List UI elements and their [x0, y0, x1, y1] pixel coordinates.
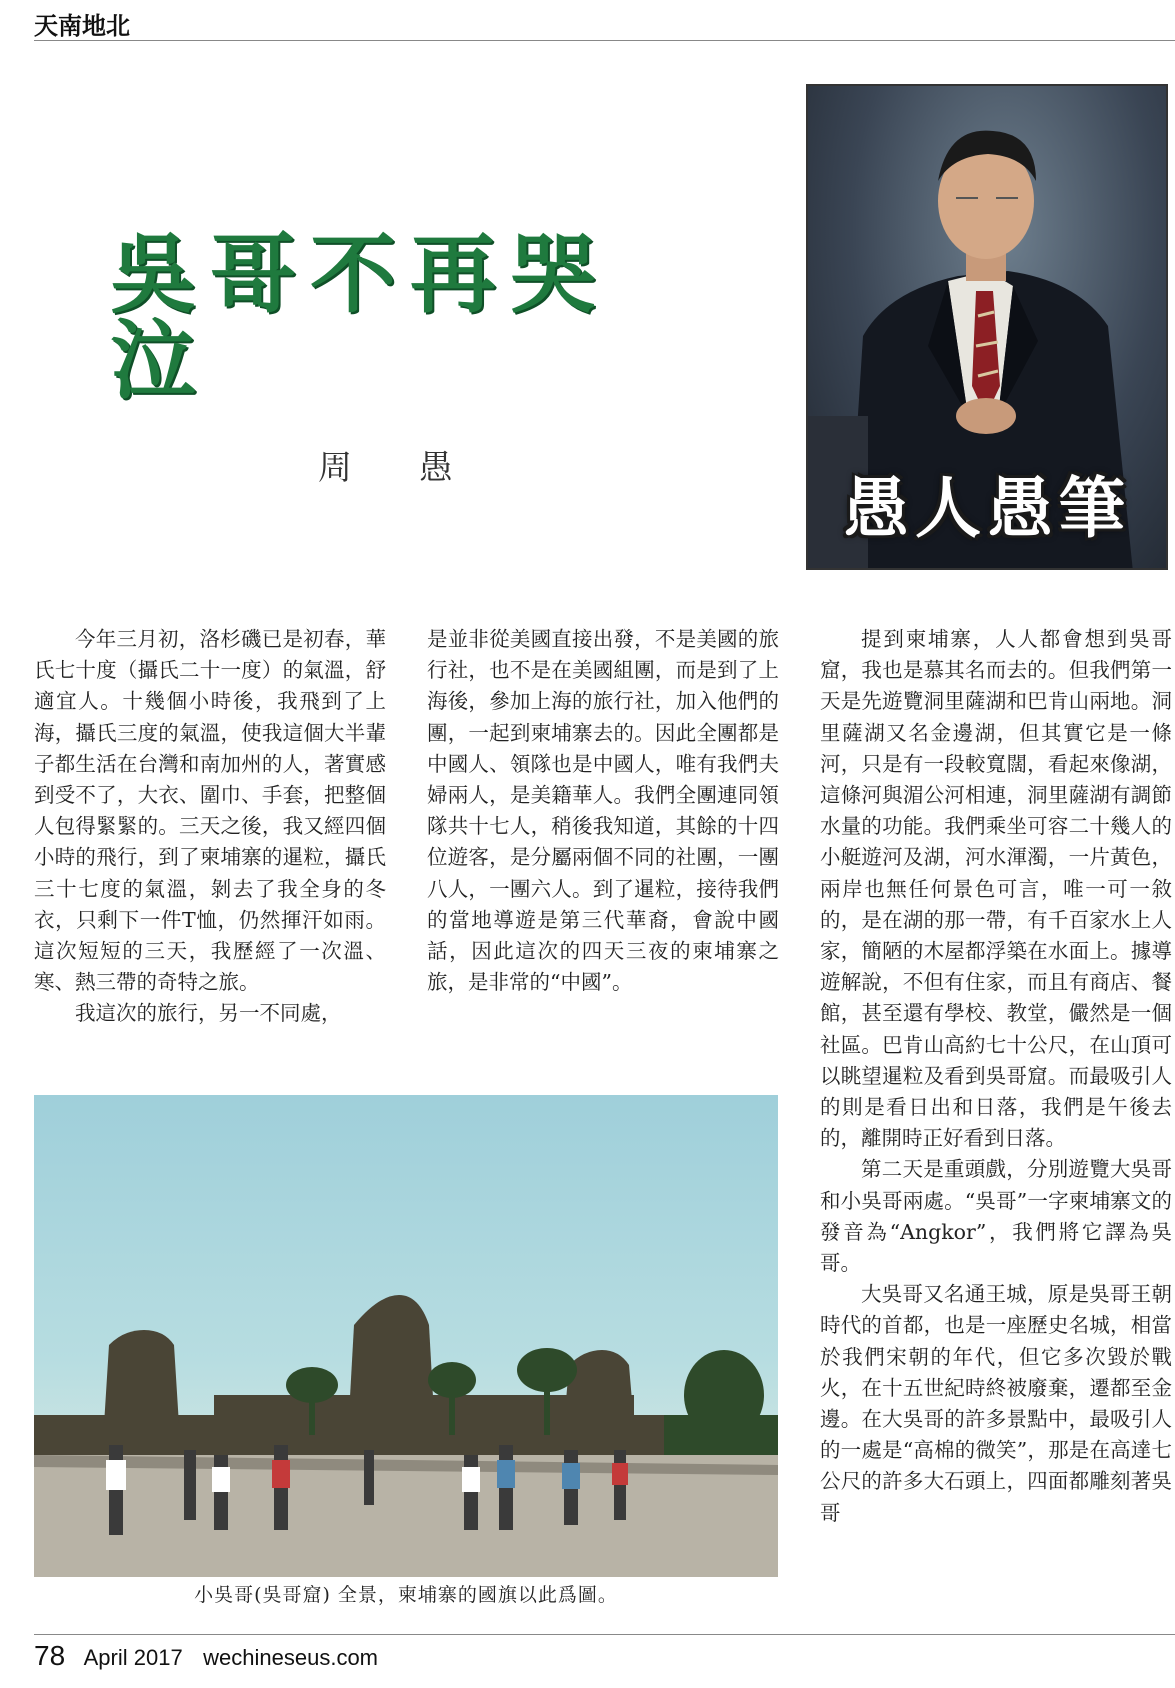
angkor-wat-photo	[34, 1095, 778, 1577]
article-column-2	[427, 624, 779, 998]
photo-caption: 小吳哥(吳哥窟) 全景，柬埔寨的國旗以此爲圖。	[194, 1584, 618, 1606]
angkor-temple-scene	[34, 1095, 778, 1577]
paragraph: 提到柬埔寨，人人都會想到吳哥窟，我也是慕其名而去的。但我們第一天是先遊覽洞里薩湖和巴肯山兩地。洞里薩湖又名金邊湖，但其實它是一條河，只是有一段較寬闊，看起來像湖，這條河與湄公河相連，洞里薩湖有調節水量的功能。我們乘坐可容二十幾人的小艇遊河及湖，河水渾濁，一片黃色，兩岸也無任何景色可言，唯一可一敘的，是在湖的那一帶，有千百家水上人家，簡陋的木屋都浮築在水面上。據導遊解說，不但有住家，而且有商店、餐館，甚至還有學校、教堂，儼然是一個社區。巴肯山高約七十公尺，在山頂可以眺望暹粒及看到吳哥窟。而最吸引人的則是看日出和日落，我們是午後去的，離開時正好看到日落。	[820, 627, 1172, 1151]
paragraph: 我這次的旅行，另一不同處，	[75, 1001, 342, 1026]
paragraph: 大吳哥又名通王城，原是吳哥王朝時代的首都，也是一座歷史名城，相當於我們宋朝的年代，但它多次毀於戰火，在十五世紀時終被廢棄，遷都至金邊。在大吳哥的許多景點中，最吸引人的一處是“高棉的微笑”，那是在高達七公尺的許多大石頭上，四面都雕刻著吳哥	[820, 1282, 1172, 1525]
page-footer	[34, 1640, 378, 1672]
article-author: 周 愚	[318, 448, 481, 488]
column-logo: 愚人愚筆	[843, 470, 1131, 547]
article-column-1	[34, 624, 386, 1030]
paragraph: 今年三月初，洛杉磯已是初春，華氏七十度（攝氏二十一度）的氣溫，舒適宜人。十幾個小時後，我飛到了上海，攝氏三度的氣溫，使我這個大半輩子都生活在台灣和南加州的人，著實感到受不了，大衣、圍巾、手套，把整個人包得緊緊的。三天之後，我又經四個小時的飛行，到了柬埔寨的暹粒，攝氏三十七度的氣溫，剝去了我全身的冬衣，只剩下一件T恤，仍然揮汗如雨。這次短短的三天，我歷經了一次溫、寒、熱三帶的奇特之旅。	[34, 627, 386, 995]
section-label: 天南地北	[34, 12, 130, 40]
author-portrait	[806, 84, 1168, 570]
footer-divider	[34, 1634, 1175, 1635]
article-column-3	[820, 624, 1172, 1529]
paragraph: 是並非從美國直接出發，不是美國的旅行社，也不是在美國組團，而是到了上海後，參加上海的旅行社，加入他們的團，一起到柬埔寨去的。因此全團都是中國人、領隊也是中國人，唯有我們夫婦兩人，是美籍華人。我們全團連同領隊共十七人，稍後我知道，其餘的十四位遊客，是分屬兩個不同的社團，一團八人，一團六人。到了暹粒，接待我們的當地導遊是第三代華裔，會說中國話，因此這次的四天三夜的柬埔寨之旅，是非常的“中國”。	[427, 627, 779, 995]
header-divider	[34, 40, 1175, 41]
issue-date: April 2017	[83, 1645, 183, 1670]
website-link[interactable]: wechineseus.com	[203, 1645, 379, 1670]
paragraph: 第二天是重頭戲，分別遊覽大吳哥和小吳哥兩處。“吳哥”一字柬埔寨文的發音為“Angkor”，我們將它譯為吳哥。	[820, 1157, 1172, 1276]
page-number: 78	[34, 1640, 66, 1671]
article-title: 吳哥不再哭泣	[110, 225, 610, 411]
